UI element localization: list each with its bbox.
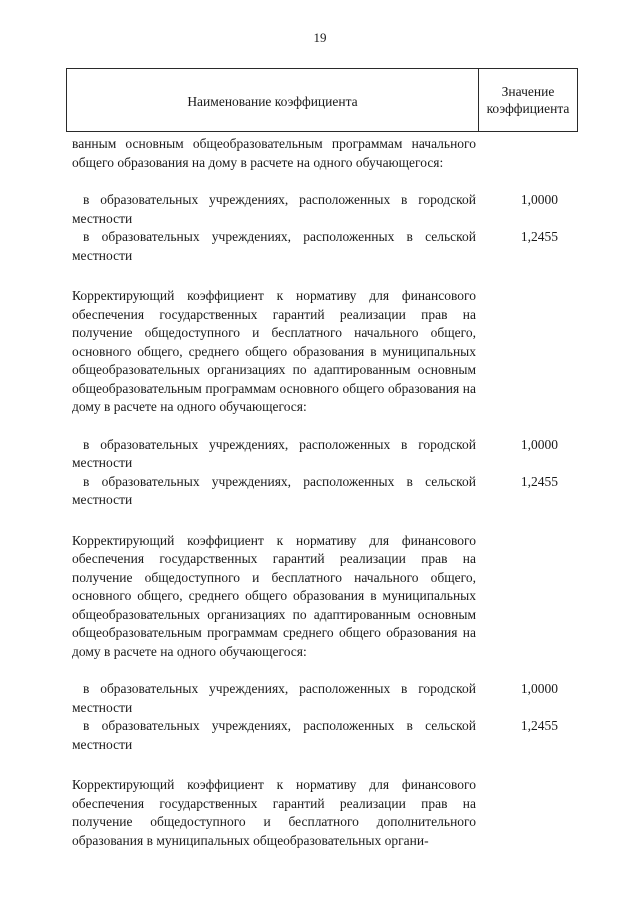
table-body xyxy=(72,135,562,850)
table-row xyxy=(72,680,562,717)
table-row xyxy=(72,228,562,265)
row-label: в образовательных учреждениях, расположенных в сельской местности xyxy=(72,473,476,507)
row-label: в образовательных учреждениях, расположенных в городской местности xyxy=(72,436,476,470)
row-value: 1,2455 xyxy=(520,229,558,244)
row-value: 1,0000 xyxy=(520,192,558,207)
table-header xyxy=(66,68,578,132)
row-value: 1,0000 xyxy=(520,681,558,696)
table-row xyxy=(72,191,562,228)
coefficient-description: Корректирующий коэффициент к нормативу для финансового обеспечения государственных гарантий реализации прав на получение общедоступного и бесплатного начального общего, основного общего, среднего общего образования в муниципальных общеобразовательных организациях по адаптированным основным общеобразовательным программам среднего общего образования на дому в расчете на одного обучающегося: xyxy=(72,532,476,659)
row-label: в образовательных учреждениях, расположенных в сельской местности xyxy=(72,229,476,263)
column-header-value: Значение коэффициента xyxy=(486,84,570,116)
coefficient-description: ванным основным общеобразовательным программам начального общего образования на дому в расчете на одного обучающегося: xyxy=(72,136,476,170)
table-row xyxy=(72,473,562,510)
row-value: 1,2455 xyxy=(520,473,558,489)
row-label: в образовательных учреждениях, расположенных в сельской местности xyxy=(72,718,476,752)
row-label: в образовательных учреждениях, расположенных в городской местности xyxy=(72,681,476,715)
page-number: 19 xyxy=(313,30,327,45)
coefficient-description: Корректирующий коэффициент к нормативу для финансового обеспечения государственных гарантий реализации прав на получение общедоступного и бесплатного дополнительного образования в муниципальных общеобразовательных органи- xyxy=(72,777,476,848)
row-value: 1,0000 xyxy=(520,436,558,452)
column-header-name: Наименование коэффициента xyxy=(67,69,479,131)
table-row xyxy=(72,717,562,754)
row-value: 1,2455 xyxy=(520,718,558,733)
row-label: в образовательных учреждениях, расположенных в городской местности xyxy=(72,192,476,226)
coefficient-description: Корректирующий коэффициент к нормативу для финансового обеспечения государственных гарантий реализации прав на получение общедоступного и бесплатного начального общего, основного общего, среднего общего образования в муниципальных общеобразовательных организациях по адаптированным основным общеобразовательным программам основного общего образования на дому в расчете на одного обучающегося: xyxy=(72,288,476,414)
table-row xyxy=(72,436,562,473)
